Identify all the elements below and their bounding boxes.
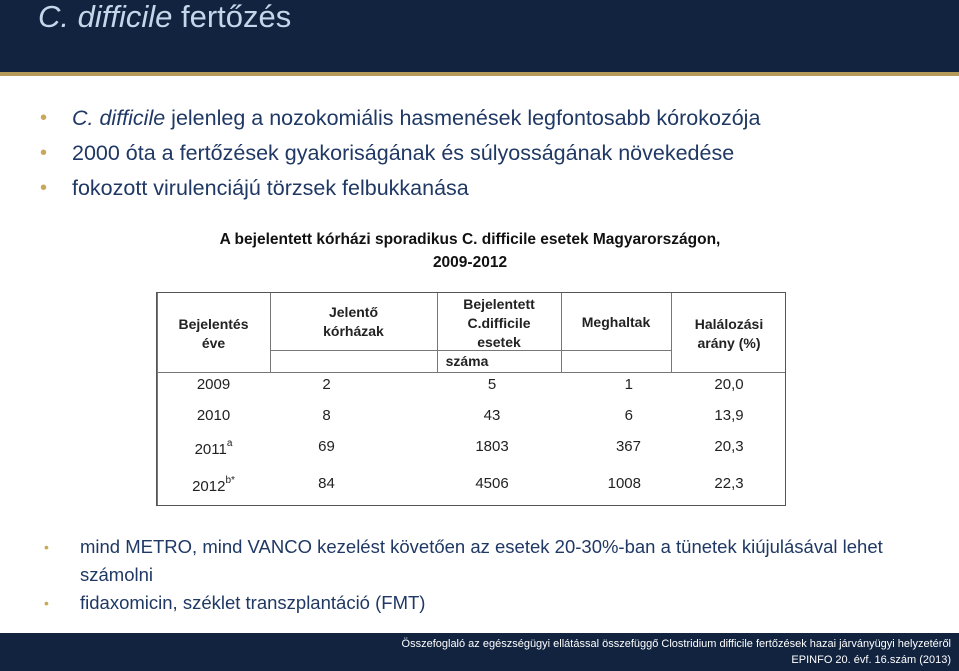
- table-row-hospitals: 84: [318, 475, 335, 492]
- bullet-item: [38, 101, 938, 136]
- col-header-hospitals: Jelentő kórházak: [323, 304, 384, 339]
- bullet-text: fidaxomicin, széklet transzplantáció (FMT): [80, 592, 426, 613]
- col-header-cases-sub: száma: [445, 353, 489, 369]
- header-bottom-line: [157, 372, 785, 373]
- deaths-value: 6: [624, 407, 633, 424]
- col-header-year: Bejelentés éve: [178, 316, 249, 351]
- cases-table: [156, 292, 786, 506]
- col-header-cases: Bejelentett C.difficile esetek: [463, 296, 535, 350]
- deaths-value: 1008: [607, 475, 641, 492]
- bullet-dot-icon: •: [40, 177, 48, 199]
- year-footnote: b*: [225, 475, 235, 486]
- footer-source-line: Összefoglaló az egészségügyi ellátással összefüggő Clostridium difficile fertőzések hazai járványügyi helyzetéről: [401, 638, 951, 650]
- bullet-text: mind METRO, mind VANCO kezelést követően az esetek 20-30%-ban a tünetek kiújulásával lehet számolni: [80, 536, 883, 585]
- table-row-cases: 5: [487, 376, 497, 393]
- table-row-deaths: [561, 407, 671, 424]
- table-row-year: [157, 376, 270, 393]
- deaths-value: 1: [624, 376, 633, 393]
- table-row-mortality: 13,9: [714, 407, 744, 424]
- table-title-line1: A bejelentett kórházi sporadikus C. difficile esetek Magyarországon,: [219, 231, 721, 248]
- table-row-cases: 4506: [475, 475, 509, 492]
- bullet-item: [44, 533, 924, 589]
- table-row-hospitals: 8: [322, 407, 331, 424]
- table-title-line2: 2009-2012: [432, 254, 508, 271]
- bullet-dot-icon: •: [40, 142, 48, 164]
- table-row-cases: 1803: [475, 438, 509, 455]
- bullet-text: fokozott virulenciájú törzsek felbukkanása: [72, 176, 469, 200]
- year-footnote: a: [226, 438, 233, 449]
- deaths-value: 367: [615, 438, 641, 455]
- table-row-mortality: 20,0: [714, 376, 744, 393]
- slide-title: [38, 0, 291, 37]
- bullet-text: jelenleg a nozokomiális hasmenések legfontosabb kórokozója: [165, 106, 761, 130]
- table-row-mortality: 20,3: [714, 438, 744, 455]
- bullet-list: [38, 101, 938, 206]
- header-divider: [0, 72, 959, 76]
- bullet-italic: C. difficile: [72, 106, 166, 130]
- col-divider: [561, 293, 562, 373]
- col-header-deaths: Meghaltak: [581, 314, 651, 330]
- table-row-mortality: 22,3: [714, 475, 744, 492]
- footer-citation: EPINFO 20. évf. 16.szám (2013): [791, 654, 951, 666]
- table-row-deaths: [561, 475, 671, 492]
- slide-footer: [0, 633, 959, 671]
- table-row-deaths: [561, 438, 671, 455]
- col-header-mortality: Halálozási arány (%): [694, 316, 764, 351]
- table-row-cases: 43: [483, 407, 501, 424]
- year-value: 2012: [192, 478, 226, 495]
- year-value: 2009: [196, 376, 231, 393]
- bullet-item: [38, 171, 938, 206]
- bullet-item: [44, 589, 924, 617]
- bullet-list-secondary: [44, 533, 924, 617]
- bullet-item: [38, 136, 938, 171]
- table-row-deaths: [561, 376, 671, 393]
- table-row-year: [157, 438, 270, 458]
- bullet-dot-icon: •: [44, 595, 49, 611]
- table-row-year: [157, 475, 270, 495]
- year-value: 2010: [196, 407, 231, 424]
- table-row-hospitals: 2: [322, 376, 331, 393]
- slide-title-rest: fertőzés: [172, 0, 292, 34]
- bullet-text: 2000 óta a fertőzések gyakoriságának és súlyosságának növekedése: [72, 141, 735, 165]
- slide-header: [0, 0, 959, 72]
- table-row-year: [157, 407, 270, 424]
- slide-title-italic: C. difficile: [38, 0, 173, 34]
- year-value: 2011: [194, 441, 227, 458]
- bullet-dot-icon: •: [40, 107, 48, 129]
- table-row-hospitals: 69: [318, 438, 335, 455]
- table-title: [140, 228, 800, 274]
- bullet-dot-icon: •: [44, 539, 49, 555]
